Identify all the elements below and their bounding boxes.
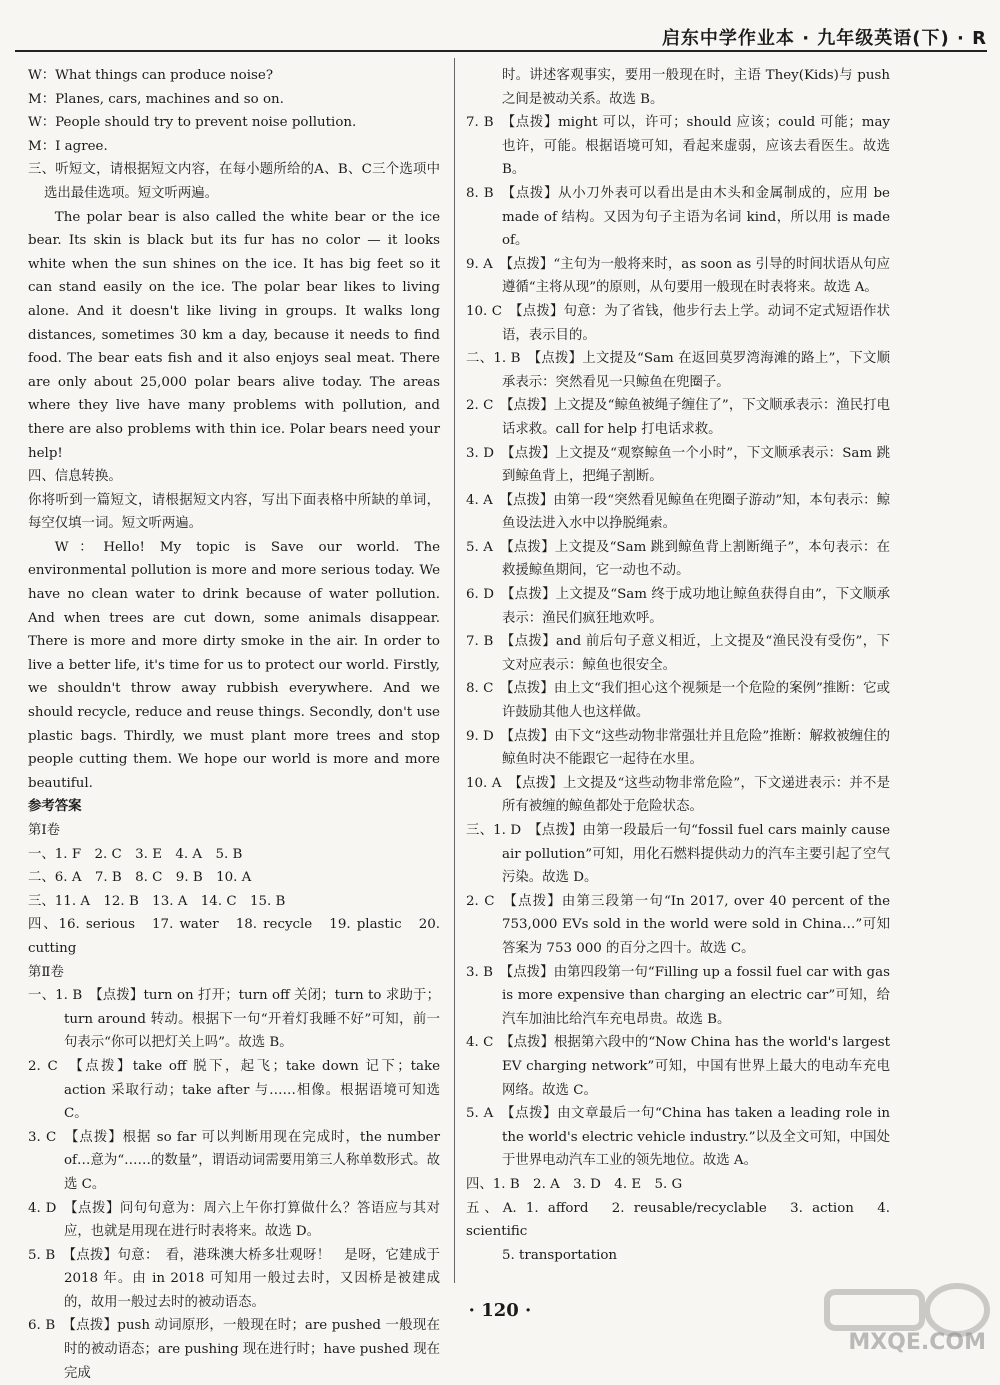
left-paragraph: 三、11. A 12. B 13. A 14. C 15. B bbox=[28, 893, 286, 909]
right-paragraph: 10. C 【点拨】句意：为了省钱，他步行去上学。动词不定式短语作状语，表示目的。 bbox=[466, 303, 890, 343]
right-paragraph: 6. D 【点拨】上文提及“Sam 终于成功地让鲸鱼获得自由”，下文顺承表示：渔民们疯狂地欢呼。 bbox=[466, 587, 890, 626]
left-paragraph: 4. D 【点拨】问句句意为：周六上午你打算做什么？答语应与其对应，也就是用现在进行时表将来。故选 D。 bbox=[28, 1200, 440, 1240]
right-paragraph: 10. A 【点拨】上文提及“这些动物非常危险”，下文递进表示：并不是所有被缠的鲸鱼都处于危险状态。 bbox=[466, 775, 890, 815]
right-paragraph: 五、A. 1. afford 2. reusable/recyclable 3. action 4. scientific bbox=[466, 1200, 890, 1240]
watermark-text: MXQE.COM bbox=[848, 1330, 986, 1355]
right-paragraph: 四、1. B 2. A 3. D 4. E 5. G bbox=[466, 1176, 683, 1192]
left-paragraph: The polar bear is also called the white bear or the ice bear. Its skin is black but its fur has no color — it looks white when the sun shines on the ice. It has big feet so it can stand easily on the ice. The polar bear likes to living alone. And it doesn't like living in groups. It walks long distances, sometimes 30 km a day, because it needs to find food. The bear eats fish and it also enjoys seal meat. There are only about 25,000 polar bears alive today. The areas where they live have many problems with pollution, and there are also problems with thin ice. Polar bears need your help! bbox=[28, 209, 440, 461]
left-paragraph: 6. B 【点拨】push 动词原形，一般现在时；are pushed 一般现在时的被动语态；are pushing 现在进行时；have pushed 现在完成 bbox=[28, 1318, 440, 1381]
right-paragraph: 4. A 【点拨】由第一段“突然看见鲸鱼在兜圈子游动”知，本句表示：鲸鱼设法进入水中以挣脱绳索。 bbox=[466, 492, 890, 532]
left-paragraph: 二、6. A 7. B 8. C 9. B 10. A bbox=[28, 870, 252, 886]
page-header bbox=[15, 20, 987, 52]
left-paragraph: 3. C 【点拨】根据 so far 可以判断用现在完成时，the number of…意为“……的数量”，谓语动词需要用第三人称单数形式。故选 C。 bbox=[28, 1129, 440, 1192]
right-paragraph: 9. D 【点拨】由下文“这些动物非常强壮并且危险”推断：解救被缠住的鲸鱼时决不能跟它一起待在水里。 bbox=[466, 728, 890, 768]
left-column bbox=[28, 64, 440, 1385]
right-paragraph: 3. D 【点拨】上文提及“观察鲸鱼一个小时”，下文顺承表示：Sam 跳到鲸鱼背上，把绳子割断。 bbox=[466, 445, 890, 485]
left-paragraph: 一、1. B 【点拨】turn on 打开；turn off 关闭；turn to 求助于；turn around 转动。根据下一句“开着灯我睡不好”可知，前一句表示“你可以把灯关上吗”。故选 B。 bbox=[28, 988, 440, 1051]
right-paragraph: 2. C 【点拨】由第三段第一句“In 2017, over 40 percent of the 753,000 EVs sold in the world were sold in China…”可知答案为 753 000 的百分之四十。故选 C。 bbox=[466, 893, 890, 956]
right-paragraph: 时。讲述客观事实，要用一般现在时，主语 They(Kids)与 push 之间是被动关系。故选 B。 bbox=[502, 68, 890, 107]
right-paragraph: 5. A 【点拨】由文章最后一句“China has taken a leading role in the world's electric vehicle industry.”以及全文可知，中国处于世界电动汽车工业的领先地位。故选 A。 bbox=[466, 1106, 890, 1169]
left-paragraph: 四、信息转换。 bbox=[28, 469, 122, 485]
left-paragraph: 2. C 【点拨】take off 脱下，起飞；take down 记下；take action 采取行动；take after 与……相像。根据语境可知选 C。 bbox=[28, 1058, 440, 1122]
left-paragraph: 5. B 【点拨】句意： 看，港珠澳大桥多壮观呀！ 是呀，它建成于 2018 年。由 in 2018 可知用一般过去时，又因桥是被建成的，故用一般过去时的被动语态。 bbox=[28, 1247, 440, 1310]
right-paragraph: 7. B 【点拨】might 可以，许可；should 应该；could 可能；may 也许，可能。根据语境可知，看起来虚弱，应该去看医生。故选 B。 bbox=[466, 115, 890, 178]
left-paragraph: M：Planes, cars, machines and so on. bbox=[28, 91, 284, 107]
right-paragraph: 9. A 【点拨】“主句为一般将来时，as soon as 引导的时间状语从句应遵循“主将从现”的原则，从句要用一般现在时表将来。故选 A。 bbox=[466, 256, 890, 296]
right-paragraph: 4. C 【点拨】根据第六段中的“Now China has the world's largest EV charging network”可知，中国有世界上最大的电动车充电网络。故选 C。 bbox=[466, 1035, 890, 1098]
left-paragraph: 第Ⅱ卷 bbox=[28, 964, 64, 980]
right-paragraph: 8. B 【点拨】从小刀外表可以看出是由木头和金属制成的，应用 be made of 结构。又因为句子主语为名词 kind，所以用 is made of。 bbox=[466, 185, 890, 249]
right-paragraph: 5. A 【点拨】上文提及“Sam 跳到鲸鱼背上割断绳子”，本句表示：在救援鲸鱼期间，它一动也不动。 bbox=[466, 539, 890, 579]
left-paragraph: 一、1. F 2. C 3. E 4. A 5. B bbox=[28, 846, 243, 862]
right-paragraph: 7. B 【点拨】and 前后句子意义相近，上文提及“渔民没有受伤”，下文对应表示：鲸鱼也很安全。 bbox=[466, 634, 890, 673]
left-paragraph: W：Hello! My topic is Save our world. The environmental pollution is more and more serious today. We have no clean water to drink because of water pollution. And when trees are cut down, some animals disappear. There is more and more dirty smoke in the air. In order to live a better life, it's time for us to protect our world. Firstly, we shouldn't throw away rubbish everywhere. And we should recycle, reduce and reuse things. Secondly, don't use plastic bags. Thirdly, we must plant more trees and stop people cutting them. We hope our world is more and more beautiful. bbox=[28, 539, 440, 791]
page-number: · 120 · bbox=[468, 1300, 532, 1321]
header-title: 启东中学作业本 · 九年级英语(下) · R bbox=[661, 28, 987, 49]
left-paragraph: W：People should try to prevent noise pollution. bbox=[28, 115, 357, 131]
left-paragraph: W：What things can produce noise? bbox=[28, 68, 273, 83]
left-paragraph: 三、听短文，请根据短文内容，在每小题所给的A、B、C三个选项中选出最佳选项。短文听两遍。 bbox=[28, 162, 440, 201]
right-paragraph: 3. B 【点拨】由第四段第一句“Filling up a fossil fuel car with gas is more expensive than charging an electric car”可知，给汽车加油比给汽车充电昂贵。故选 B。 bbox=[466, 964, 890, 1027]
right-paragraph: 二、1. B 【点拨】上文提及“Sam 在返回莫罗湾海滩的路上”，下文顺承表示：突然看见一只鲸鱼在兜圈子。 bbox=[466, 351, 890, 390]
column-divider bbox=[454, 58, 455, 1283]
right-column bbox=[466, 64, 890, 1267]
left-paragraph: M：I agree. bbox=[28, 138, 108, 154]
left-paragraph: 第Ⅰ卷 bbox=[28, 823, 61, 838]
right-paragraph: 5. transportation bbox=[502, 1247, 618, 1263]
right-paragraph: 8. C 【点拨】由上文“我们担心这个视频是一个危险的案例”推断：它或许鼓励其他人也这样做。 bbox=[466, 681, 890, 721]
right-paragraph: 三、1. D 【点拨】由第一段最后一句“fossil fuel cars mainly cause air pollution”可知，用化石燃料提供动力的汽车主要引起了空气污染。故选 D。 bbox=[466, 823, 890, 886]
left-paragraph: 参考答案 bbox=[28, 798, 82, 815]
left-paragraph: 四、16. serious 17. water 18. recycle 19. plastic 20. cutting bbox=[28, 917, 440, 956]
left-paragraph: 你将听到一篇短文，请根据短文内容，写出下面表格中所缺的单词，每空仅填一词。短文听两遍。 bbox=[28, 492, 440, 532]
right-paragraph: 2. C 【点拨】上文提及“鲸鱼被绳子缠住了”，下文顺承表示：渔民打电话求救。call for help 打电话求救。 bbox=[466, 398, 890, 437]
